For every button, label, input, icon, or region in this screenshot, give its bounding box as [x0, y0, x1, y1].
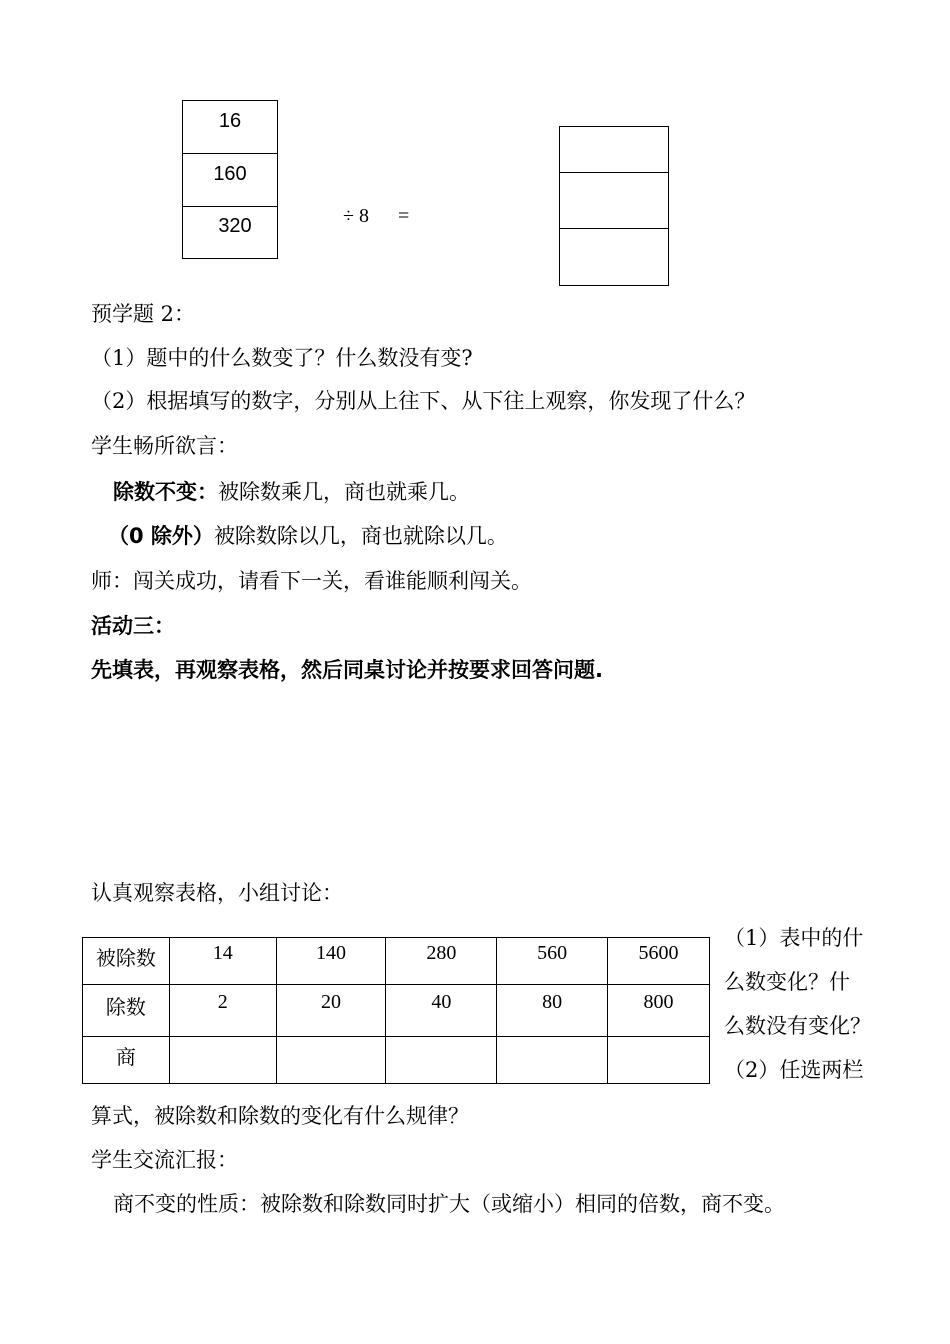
row-label-quotient: 商 [83, 1037, 170, 1084]
prelearn-title: 预学题 2： [91, 302, 196, 326]
answer-cell[interactable] [560, 127, 668, 173]
observe-prompt: 认真观察表格，小组讨论： [91, 881, 343, 905]
quotient-cell[interactable] [169, 1037, 276, 1084]
row-label-divisor: 除数 [83, 985, 170, 1037]
activity-instruction: 先填表，再观察表格，然后同桌讨论并按要求回答问题. [91, 658, 603, 682]
quotient-cell[interactable] [276, 1037, 386, 1084]
table-cell: 140 [276, 938, 386, 985]
table-row [83, 1037, 710, 1084]
rule-heading: 除数不变： [113, 480, 218, 504]
table-row [83, 938, 710, 985]
answer-cell[interactable] [560, 172, 668, 229]
equals-sign: = [398, 205, 410, 227]
except-line [108, 520, 508, 550]
invariant-quotient-property: 商不变的性质：被除数和除数同时扩大（或缩小）相同的倍数，商不变。 [113, 1192, 785, 1216]
activity-three-heading: 活动三： [91, 614, 175, 638]
dividend-cell: 160 [183, 153, 277, 206]
table-cell: 2 [169, 985, 276, 1037]
dividend-cell: 16 [218, 110, 242, 132]
teacher-line: 师：闯关成功，请看下一关，看谁能顺利闯关。 [91, 569, 532, 593]
dividend-column [182, 100, 278, 259]
quotient-cell[interactable] [386, 1037, 497, 1084]
answer-cell[interactable] [560, 228, 668, 285]
side-question-1b: 么数变化？什 [724, 970, 850, 994]
table-cell: 20 [276, 985, 386, 1037]
table-cell: 560 [497, 938, 608, 985]
students-say: 学生畅所欲言： [91, 434, 238, 458]
quotient-cell[interactable] [608, 1037, 710, 1084]
report-heading: 学生交流汇报： [91, 1148, 238, 1172]
except-text: 被除数除以几，商也就除以几。 [213, 524, 508, 548]
quotient-cell[interactable] [497, 1037, 608, 1084]
side-question-2: （2）任选两栏 [724, 1058, 864, 1082]
division-operator: ÷ 8 [343, 205, 369, 227]
table-cell: 280 [386, 938, 497, 985]
question-1: （1）题中的什么数变了？什么数没有变? [91, 346, 473, 370]
except-heading: （0 除外） [108, 524, 214, 548]
table-row [83, 985, 710, 1037]
table-cell: 14 [169, 938, 276, 985]
rule-text: 被除数乘几，商也就乘几。 [218, 480, 470, 504]
division-table [82, 937, 710, 1084]
rule-line [113, 476, 470, 506]
table-cell: 40 [386, 985, 497, 1037]
side-question-1a: （1）表中的什 [724, 926, 864, 950]
question-continuation: 算式，被除数和除数的变化有什么规律？ [91, 1104, 469, 1128]
table-cell: 5600 [608, 938, 710, 985]
answer-column [559, 126, 669, 286]
dividend-cell: 320 [183, 206, 277, 258]
side-question-1c: 么数没有变化？ [724, 1014, 871, 1038]
question-2: （2）根据填写的数字，分别从上往下、从下往上观察，你发现了什么？ [91, 389, 756, 413]
row-label-dividend: 被除数 [83, 938, 170, 985]
table-cell: 800 [608, 985, 710, 1037]
table-cell: 80 [497, 985, 608, 1037]
